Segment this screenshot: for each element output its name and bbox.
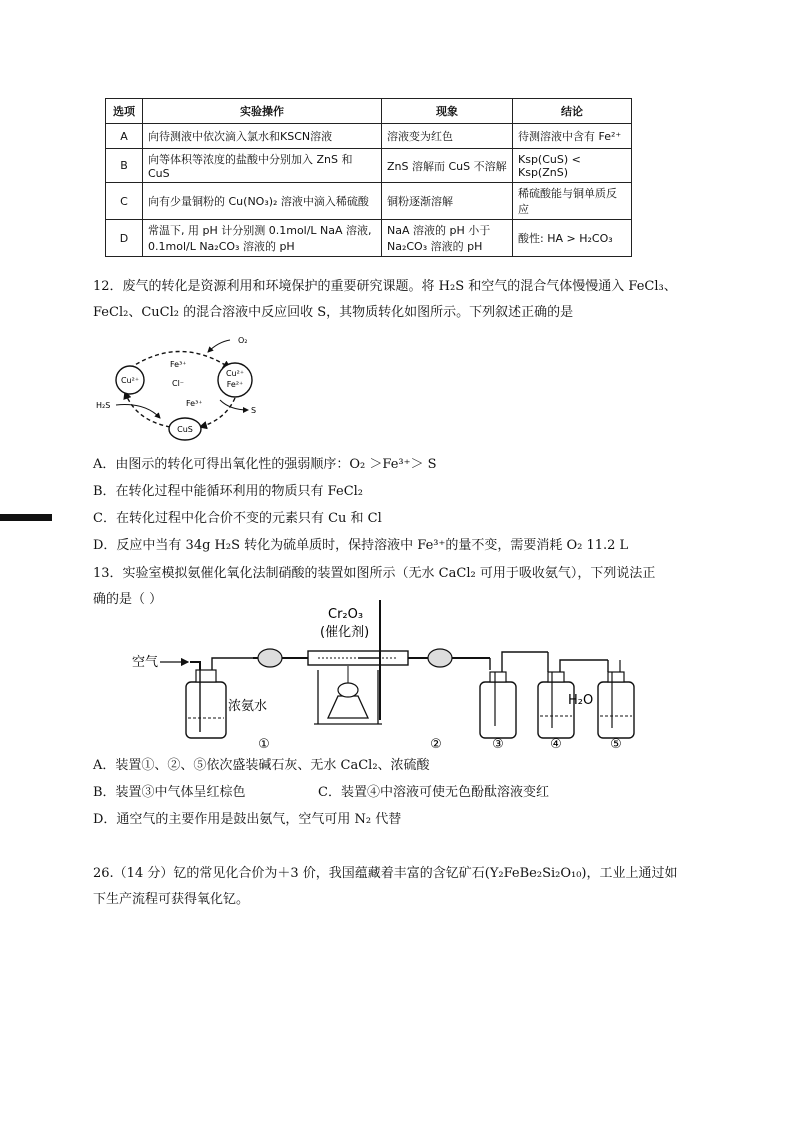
margin-mark xyxy=(0,514,52,521)
table-cell-conclusion: Ksp(CuS) < Ksp(ZnS) xyxy=(513,149,632,183)
table-cell-option: D xyxy=(106,220,143,257)
table-cell-conclusion: 稀硫酸能与铜单质反应 xyxy=(513,183,632,220)
table-header-row xyxy=(106,99,632,124)
table-cell-operation: 向等体积等浓度的盐酸中分别加入 ZnS 和 CuS xyxy=(143,149,382,183)
q13-option-b: B．装置③中气体呈红棕色 xyxy=(93,785,246,800)
fe-right-label: Fe²⁺ xyxy=(226,380,244,389)
alcohol-lamp xyxy=(314,666,382,724)
q12-option-a: A．由图示的转化可得出氧化性的强弱顺序：O₂ ＞Fe³⁺＞ S xyxy=(93,457,437,472)
table-cell-option: B xyxy=(106,149,143,183)
table-cell-option: C xyxy=(106,183,143,220)
air-label: 空气 xyxy=(132,655,159,670)
ammonia-bottle xyxy=(186,662,226,738)
o2-arrow xyxy=(208,340,230,352)
bottle-5 xyxy=(598,660,634,738)
experiment-table xyxy=(105,98,632,257)
q12-option-d: D．反应中当有 34g H₂S 转化为硫单质时，保持溶液中 Fe³⁺的量不变，需要消耗 O₂ 11.2 L xyxy=(93,538,629,553)
apparatus-label-1: ① xyxy=(258,737,270,752)
apparatus-label-2: ② xyxy=(430,737,442,752)
table-cell-phenomenon: 铜粉逐渐溶解 xyxy=(382,183,513,220)
catalyst-formula: Cr₂O₃ xyxy=(328,607,364,622)
q13-option-a: A．装置①、②、⑤依次盛装碱石灰、无水 CaCl₂、浓硫酸 xyxy=(93,758,430,773)
q12-stem-line1: 12．废气的转化是资源利用和环境保护的重要研究课题。将 H₂S 和空气的混合气体慢慢通入 FeCl₃、 xyxy=(93,279,677,294)
table-row xyxy=(106,149,632,183)
ammonia-label: 浓氨水 xyxy=(228,699,268,714)
q13-stem-line2: 确的是（ ） xyxy=(93,592,163,607)
table-header: 实验操作 xyxy=(143,99,382,124)
apparatus-label-5: ⑤ xyxy=(610,737,622,752)
cu-left-label: Cu²⁺ xyxy=(120,376,140,385)
drying-tube-2 xyxy=(408,649,490,667)
cl-label: Cl⁻ xyxy=(172,379,185,388)
q13-option-d: D．通空气的主要作用是鼓出氨气，空气可用 N₂ 代替 xyxy=(93,812,402,827)
cu-right-label: Cu²⁺ xyxy=(225,369,245,378)
fe3-bottom-label: Fe³⁺ xyxy=(186,399,203,408)
nitric-acid-apparatus xyxy=(128,600,648,752)
table-header: 结论 xyxy=(513,99,632,124)
cus-label: CuS xyxy=(177,425,193,434)
table-cell-phenomenon: 溶液变为红色 xyxy=(382,124,513,149)
h2s-label: H₂S xyxy=(96,401,111,410)
q13-stem-line1: 13．实验室模拟氨催化氧化法制硝酸的装置如图所示（无水 CaCl₂ 可用于吸收氨气），下列说法正 xyxy=(93,566,656,581)
drying-tube-1 xyxy=(253,649,308,667)
fe3-top-label: Fe³⁺ xyxy=(170,360,187,369)
table-cell-phenomenon: NaA 溶液的 pH 小于 Na₂CO₃ 溶液的 pH xyxy=(382,220,513,257)
water-label: H₂O xyxy=(568,693,594,708)
q12-option-b: B．在转化过程中能循环利用的物质只有 FeCl₂ xyxy=(93,484,364,499)
table-row xyxy=(106,220,632,257)
table-cell-conclusion: 酸性: HA > H₂CO₃ xyxy=(513,220,632,257)
catalyst-note: (催化剂) xyxy=(320,625,370,640)
table-cell-option: A xyxy=(106,124,143,149)
q12-option-c: C．在转化过程中化合价不变的元素只有 Cu 和 Cl xyxy=(93,511,382,526)
table-row xyxy=(106,124,632,149)
table-row xyxy=(106,183,632,220)
table-cell-operation: 常温下, 用 pH 计分别测 0.1mol/L NaA 溶液, 0.1mol/L Na₂CO₃ 溶液的 pH xyxy=(143,220,382,257)
cycle-arrow-right xyxy=(200,398,235,427)
apparatus-label-3: ③ xyxy=(492,737,504,752)
q12-stem-line2: FeCl₂、CuCl₂ 的混合溶液中反应回收 S，其物质转化如图所示。下列叙述正确的是 xyxy=(93,305,574,320)
table-cell-phenomenon: ZnS 溶解而 CuS 不溶解 xyxy=(382,149,513,183)
table-cell-operation: 向待测液中依次滴入氯水和KSCN溶液 xyxy=(143,124,382,149)
table-cell-operation: 向有少量铜粉的 Cu(NO₃)₂ 溶液中滴入稀硫酸 xyxy=(143,183,382,220)
table-header: 现象 xyxy=(382,99,513,124)
o2-label: O₂ xyxy=(238,336,248,345)
q26-line2: 下生产流程可获得氧化钇。 xyxy=(93,892,250,907)
q13-option-c: C．装置④中溶液可使无色酚酞溶液变红 xyxy=(318,785,549,800)
sulfur-cycle-diagram xyxy=(90,330,280,445)
table-header: 选项 xyxy=(106,99,143,124)
apparatus-label-4: ④ xyxy=(550,737,562,752)
q26-line1: 26.（14 分）钇的常见化合价为＋3 价，我国蕴藏着丰富的含钇矿石(Y₂FeBe₂Si₂O₁₀)，工业上通过如 xyxy=(93,866,678,881)
table-cell-conclusion: 待测溶液中含有 Fe²⁺ xyxy=(513,124,632,149)
s-label: S xyxy=(251,406,257,415)
